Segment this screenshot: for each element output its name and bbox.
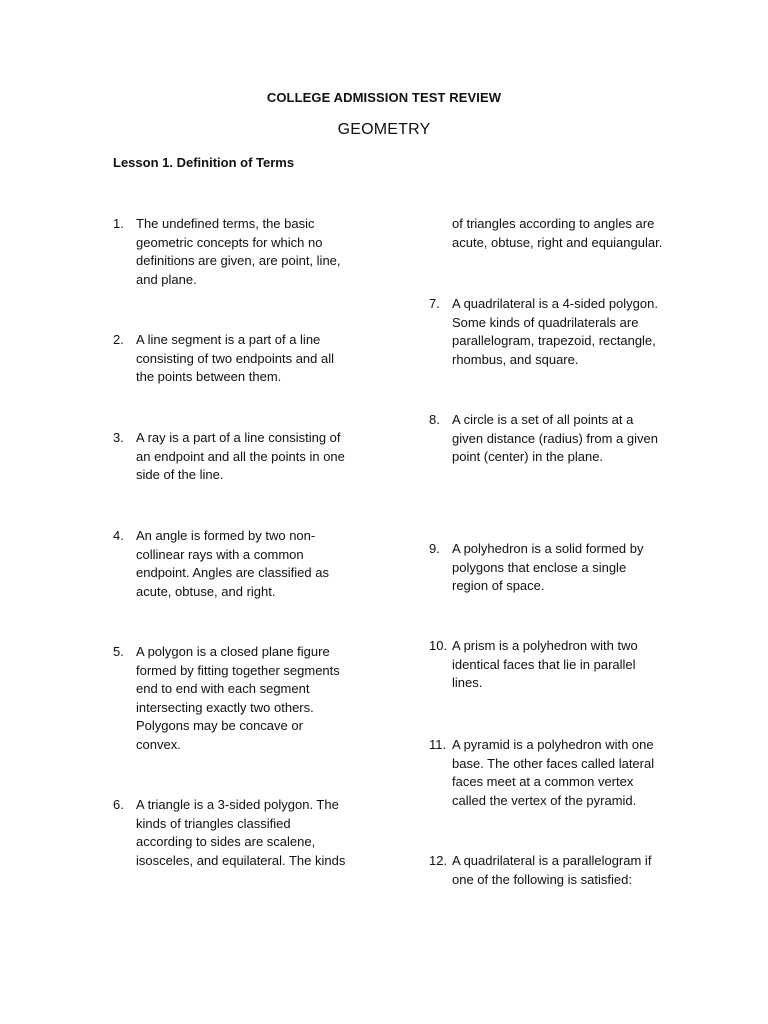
item-number: 2.: [113, 332, 124, 347]
item-text: A circle is a set of all points at a given distance (radius) from a given point (center) in the plane.: [452, 412, 658, 464]
item-text: A polygon is a closed plane figure formed by fitting together segments end to end with each segment intersecting exactly two others. Polygons may be concave or convex.: [136, 644, 340, 752]
list-item-6: [113, 796, 346, 870]
list-item-11: [429, 736, 655, 810]
item-number: 10.: [429, 638, 448, 653]
list-item-6-continued: [452, 215, 662, 252]
list-item-4: [113, 527, 329, 601]
item-text: A line segment is a part of a line consisting of two endpoints and all the points between them.: [136, 332, 335, 384]
list-item-7: [429, 295, 658, 369]
list-item-12: [429, 852, 652, 889]
item-number: 5.: [113, 644, 124, 659]
item-number: 11.: [429, 737, 447, 752]
item-text: A polyhedron is a solid formed by polygons that enclose a single region of space.: [452, 541, 644, 593]
list-item-9: [429, 540, 644, 596]
item-number: 9.: [429, 541, 440, 556]
item-number: 4.: [113, 528, 124, 543]
item-text: of triangles according to angles are acute, obtuse, right and equiangular.: [452, 216, 663, 250]
item-text: An angle is formed by two non- collinear rays with a common endpoint. Angles are classified as acute, obtuse, and right.: [136, 528, 329, 599]
item-text: A pyramid is a polyhedron with one base. The other faces called lateral faces meet at a common vertex called the vertex of the pyramid.: [452, 737, 655, 808]
list-item-8: [429, 411, 658, 467]
list-item-5: [113, 643, 340, 754]
item-number: 12.: [429, 853, 448, 868]
item-text: A quadrilateral is a 4-sided polygon. Some kinds of quadrilaterals are parallelogram, trapezoid, rectangle, rhombus, and square.: [452, 296, 658, 367]
item-number: 3.: [113, 430, 124, 445]
item-text: The undefined terms, the basic geometric concepts for which no definitions are given, are point, line, and plane.: [136, 216, 341, 287]
document-title: COLLEGE ADMISSION TEST REVIEW: [266, 90, 502, 105]
item-number: 1.: [113, 216, 124, 231]
item-number: 7.: [429, 296, 440, 311]
item-number: 8.: [429, 412, 440, 427]
list-item-2: [113, 331, 335, 387]
item-text: A ray is a part of a line consisting of an endpoint and all the points in one side of the line.: [136, 430, 345, 482]
item-text: A prism is a polyhedron with two identical faces that lie in parallel lines.: [452, 638, 638, 690]
item-text: A quadrilateral is a parallelogram if one of the following is satisfied:: [452, 853, 652, 887]
list-item-3: [113, 429, 345, 485]
subject-heading: GEOMETRY: [337, 121, 431, 138]
item-number: 6.: [113, 797, 124, 812]
list-item-1: [113, 215, 341, 289]
list-item-10: [429, 637, 638, 693]
item-text: A triangle is a 3-sided polygon. The kinds of triangles classified according to sides are scalene, isosceles, and equilateral. The kinds: [136, 797, 346, 868]
lesson-heading: Lesson 1. Definition of Terms: [113, 155, 295, 170]
